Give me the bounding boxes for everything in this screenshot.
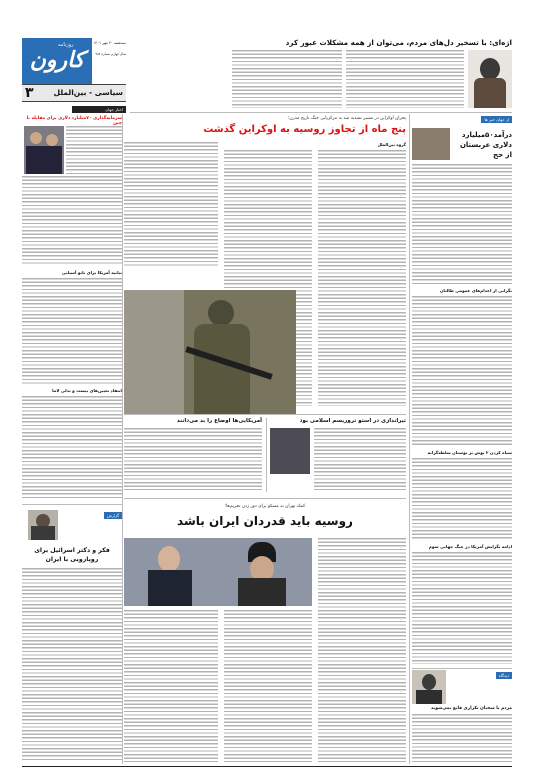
column-rule	[409, 114, 410, 764]
right-photo	[412, 128, 450, 160]
issue-line: سال چهارم شماره ۹۸۷	[95, 52, 126, 56]
lead-byline: گروه بین‌الملل	[377, 142, 406, 147]
divider	[130, 112, 512, 113]
right-sub-2: سیاه کردن ۲ بوش بر بوستان سلطه‌گرانه	[427, 450, 512, 455]
lead-story	[124, 114, 406, 410]
logo-small: روزنامه	[58, 42, 74, 48]
mini-label: گزارش	[104, 512, 122, 519]
columnist-photo	[412, 670, 446, 704]
right-bottom-headline: مردم با سخنان تکراری قانع نمی‌شوند	[431, 706, 512, 711]
soldier-photo	[124, 290, 296, 414]
right-sub-3: ادامه نگرانش آمریکا در جنگ جهانی سوم	[428, 544, 512, 549]
mid-body-1	[124, 428, 262, 490]
lead-headline: پنج ماه از تجاوز روسیه به اوکراین گذشت	[203, 124, 406, 135]
right-body-1	[412, 164, 512, 284]
bottom-headline: روسیه باید قدردان ایران باشد	[177, 514, 353, 528]
date-line: سه‌شنبه ۲۰ مهر ۱۴۰۱	[93, 41, 126, 45]
lead-body-3	[124, 142, 218, 268]
left-column	[22, 114, 122, 764]
top-story-body-2	[232, 50, 342, 108]
masthead	[22, 38, 126, 126]
top-story-photo	[468, 50, 512, 108]
right-headline: درآمد۵۰میلیارد دلاری عربستان از حج	[459, 131, 512, 159]
mid-stories	[124, 414, 406, 494]
mid-photo	[270, 428, 310, 474]
right-body-3	[412, 458, 512, 540]
left-body-2	[22, 176, 122, 266]
mid-story-2: تیراندازی در استو تروریسم اسلامی بود	[299, 418, 406, 424]
page-number-box	[22, 84, 126, 102]
left-sub-1: بیانیه آمریکا برای ناتو آسیایی	[61, 270, 122, 275]
right-sub-1: نگرانی از اعدام‌های عمومی طالبان	[439, 288, 512, 293]
right-column	[412, 114, 512, 764]
top-story-body-1	[346, 50, 464, 108]
left-body-5	[22, 568, 122, 762]
page-number: ۳	[25, 85, 34, 101]
left-body-4	[22, 396, 122, 500]
right-body-4	[412, 552, 512, 664]
mini-headline: فکر و دکتر اسرائیل برای رویارویی با ایران	[34, 547, 110, 563]
right-kicker: از جهان خبر ها	[481, 116, 512, 123]
left-body-1	[66, 126, 122, 174]
mid-story-1: آمریکایی‌ها اوضاع را بد می‌دانند	[176, 418, 262, 424]
right-body-2	[412, 296, 512, 446]
section-title: سیاسی - بین‌الملل	[53, 88, 123, 97]
right-body-5	[412, 714, 512, 762]
bottom-story	[124, 498, 406, 764]
logo-box	[22, 38, 92, 84]
lead-body-1	[318, 150, 406, 406]
mid-body-2	[314, 428, 406, 490]
bottom-body-2	[224, 610, 312, 762]
top-story-headline: اژه‌ای: با تسخیر دل‌های مردم، می‌توان از همه مشکلات عبور کرد	[285, 38, 512, 47]
left-sub-2: انتقاد تعیین‌های بیست و بدلی لاما	[52, 388, 122, 393]
leaders-photo	[124, 538, 312, 606]
logo: کارون	[29, 48, 85, 73]
top-story	[130, 38, 512, 110]
mini-photo	[28, 510, 58, 540]
left-body-3	[22, 278, 122, 384]
bottom-body-3	[124, 610, 218, 762]
lead-kicker: بحران اوکراین در مسیر تشدید شد به مرکزیابی جنگ تاریخ مدرن؛	[288, 116, 406, 121]
bottom-body-1	[318, 538, 406, 762]
foreign-news-label: اخبار جهان	[72, 106, 126, 113]
bottom-kicker: کمک تهران به مسکو برای دور زدن تحریم‌ها؛	[224, 504, 306, 509]
left-headline: سرمایه‌گذاری ۷۰میلیارد دلاری برای مقابله با چین	[26, 116, 122, 126]
left-photo	[24, 126, 64, 174]
right-bottom-kicker: دیدگاه	[496, 672, 512, 679]
